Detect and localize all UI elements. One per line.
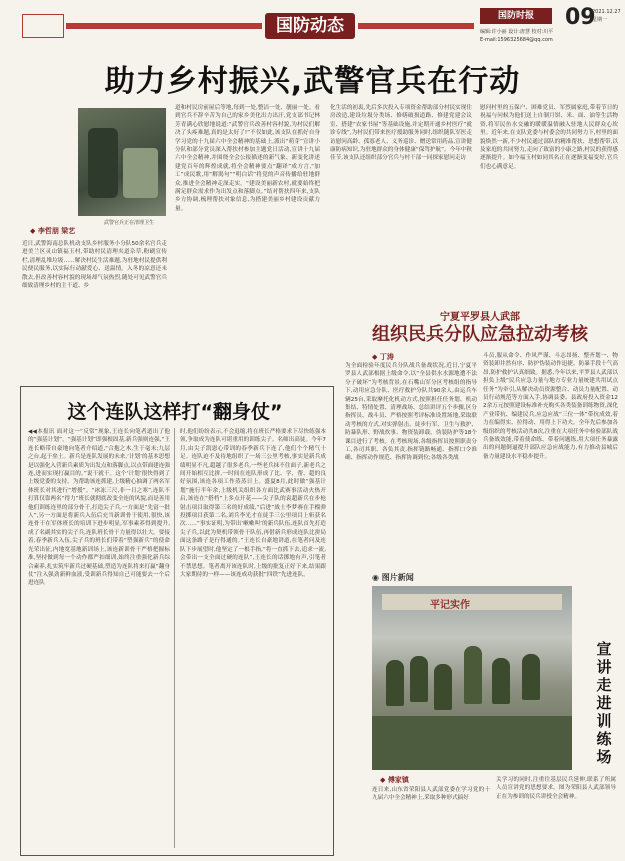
second-col-1: 为全面检验年度民兵分队战兵备战状况,近日,宁夏平罗县人武部根据上级命令,以“全县供水水源地遭不法分子破坏”为考核背景,在石嘴山军分区考核组的指导下,动用应急分队、医疗救护分队共90余人,由运兵车辆25台,采取摩托化机动方式,按照担任任务划、机动集结、特情处置、清理战场、总结讲评五个步骤,区分指挥员、战斗员、严格按照考评标准设置场地,采取联动考核的方式,对实弹射击、徒步行军、卫生与救护、防暴队形、野战炊事、物资装卸载、伪装防护等18个课目进行了考核。在考核现场,各级指挥员按照职责分工,各司其职、各负其责,指挥链路畅通、指挥口令准确、指挥动作规范、指挥协调到位;各级各类战 [345, 363, 477, 462]
box-col-1: ◀◀本报讯 面对这一“反常”现象,王连长向笔者道出了他的“强基计划”。“强基计划”即强根固基,新兵强则连强,“王连长略带自豪地向笔者介绍道,“合抱之木,生于毫末;九层之台,起于垒土。新兵是连队发展的未来,‘计划’的基本思想是以强化入营新兵素质为出发点和落脚点,以点带面建连强连,进而实现打赢目的。”说干就干。这个‘计划’很快得到了上级党委的支持。为帮助该连抓建,上级精心抽调了两名军体班长对其进行“增援”。“冰冻三尺,非一日之寒”,连队不打算仅靠两名“得力”班长就彻底改变全连的风貌,而是善用他们训练连里的部分骨干,打造尖子兵,一方面是“先富一批人”,另一方面是将新兵入伍后充当新训骨干使用,很快,该连骨干在军体班长的培训下进步明显,军事素养得到提升,成了名副其实的尖子兵,连队班长骨干力量得以壮大。要接着,春季新兵入伍,尖子兵的班长们带着“塑强新兵”的使命光荣出征,内地宽基地新训场上,该连新训骨干严格把握标准,坚持做到每一个动作都严扣细训,始终注重强化新兵综合素养,扎实筑牢新兵过硬基础,塑造为连队将来打赢“翻身仗”注入强劲新鲜血液,受训新兵得知自己可能要去一个后进连队 [28, 429, 170, 587]
issue-weekday: 星期一 [592, 17, 608, 23]
box-divider [174, 428, 175, 848]
lead-col-2: 道和村民房前屋后等地,每到一处,整洁一处、靓丽一处。看到官兵不辞辛苦为自己的家乡美化出力出汗,党支部书记林芳青满心欣慰地说道:“武警官兵改善村容村貌,为村民们解决了头疼难题,真的是太好了!”不仅如此,该支队在抓好自身学习党的十九届六中全会精神的基础上,派出“萌芽”宣讲小分队和部分党员深入帮扶村参加主题党日活动,宣讲十九届六中全会精神,并围绕全会公报描述的新气象、新变化讲述建党百年的辉煌成就,将全会精神要点“翻译”成方言,“加工”成民歌,用“解渴句”“明白话”将党的声音传播给驻地群众,推进全会精神走深走实。“建设美丽新农村,就要始终把满足群众需求作为出发点和落脚点。”结对帮扶四年来,支队乡方协调,梳理帮扶对象信息,为搭建美丽乡村建设贡献力量。 [175, 105, 320, 212]
photo-banner-text: 平记实作 [430, 600, 470, 611]
box-col-2: 时,他们纷纷表示,不会退缩,将在班长严格要求下尽快练强本领,争取成为连队可堪重用的训练尖子。名师出高徒。今年7月,由尖子凯恩心带训的春季新兵下连了,他们个个精气十足。连队迫不及待地组织了一场三公里考核,事实是新兵成绩明显不凡,超越了很多老兵,一些老兵抹不住面子,新老兵之间开始相互比拼,一时间在连队形成了比、学、帮、超的良好氛围,该连各项工作蒸蒸日上。盛夏8月,此时做“强基计划”施行半年余,上级机关组织各方面比武赛事活动火热开启,该连在“搭档”上多点开花——尖子队的袁超新兵在步枪射击项目取得第三名的好成绩,“后进”战士李梦赛在手榴弹投掷项目获第二名,刘兵李光才在徒手三公里项目上斩获名次……“事实证明,为带出‘嗽嗽叫’的新兵队伍,连队首先打造尖子兵,以此为契机带领骨干队伍,再借新兵形成连队比拼局面这条路子是行得通的。”王连长自豪地讲道,在笔者问及连队下步展望时,他坚定了一根手指,“将一直抓下去,追求一流,会带出一支全面过硬的连队”,王连长的话掷地有声,引笔者不禁思想。笔者离开该连队时,上级的批复正好下来,结果跟大家期待的一样——该连成功获批“四铁”先进连队。 [180, 429, 326, 578]
lead-col-3: 化生活的初衷,先后多次投入专项资金帮助部分村民实现住房改造,建设垃圾分类场、修缮破损道路、修建党建会议室、搭建“农家书屋”等基础设施,并定期开通乡村医疗“就诊专线”,为村民们带来医疗援助服务同时,组织随队军医走访慰问高龄、孤寡老人、义务巡诊、赠送常用药品,宣讲健康防病知识,为驻地群众的身体健康“保驾护航”。今年中秋佳节,该支队还组织部分官兵与村干部一同探家慰问走访 [330, 105, 472, 162]
photo-news-label [372, 572, 414, 583]
photo-ground [372, 716, 572, 770]
email-line: E-mail:1596325684@qq.com [480, 37, 553, 43]
header-ribbon-right [358, 23, 474, 29]
brand-logo: 国防时报 [480, 8, 552, 24]
lead-headline: 助力乡村振兴,武警官兵在行动 [104, 64, 521, 99]
photo-news-image [372, 586, 572, 770]
section-tag: 国防动态 [265, 13, 355, 39]
page-number: 09 [565, 5, 596, 30]
photo-news-label-text: 图片新闻 [381, 573, 414, 582]
photo-news-caption-2: 关学习的同时,注重往基层民兵延伸,联系了所属人员宣讲党的思想要求。图为荣阳县人武部领导正在为参训的民兵讲授全会精神。 [496, 777, 616, 800]
box-headline: 这个连队这样打“翻身仗” [67, 401, 283, 423]
photo-news-byline: ◆ 傅家镇 [380, 776, 409, 784]
photo-person-4 [464, 646, 482, 704]
photo-person-3 [434, 664, 452, 710]
camera-icon: ◉ [372, 573, 382, 582]
lead-col-4: 慰问村里的五保户、困难党员、军烈属家庭,带着节日的祝福与问候为他们送上自制月饼、米、面、油等生活物资,将军民鱼水交融的暖暖温情融入驻地人民群众心坎里。近年来,在支队党委与村委会的共同努力下,村里的面貌焕然一新,不少村民通过部队的精准帮扶、思想帮带,以及家庭的共同努力,走向了致富的小康之路,村民的获得感逐渐提升。如今福玉村如同其名正在逐渐变福变好,官兵们也心满意足。 [480, 105, 618, 170]
photo-person-1 [386, 660, 404, 706]
second-col-2: 斗员,服从命令、作风严谨、斗志昂扬、整齐划一、物资装卸井然有序、防护伪装动作迅捷、防暴手段十气高昂,防护救护认真细致。据悉,今年以来,平罗县人武部以担负上级“民兵应急力量与地方专业力量统建共用试点任务”为牵引,从解决动员资源整合、动员力量配置、动员行动规范等方面入手,协调县委、县政府投入资金122余万元按照建设标准补充购买各类装备训练物资,深化产业带抗、编建民兵,应急应战“三位一体”带抗成效,着力在编得实、拉得动、用得上下功夫。全年先后参加各级组织的考核活动共8次,注重在大项任务中检验部队战兵备战效能,带着使命练、带着问题练,用大项任务暴露出的问题倒逼提升部队应急应战能力,有力推动县城后备力量建设水平稳步提升。 [483, 353, 618, 460]
lead-col-1: 近日,武警海南总队机动支队乡村服务小分队50余名官兵走进美兰区灵山镇福玉村,带助村民清理夹道杂草,粉刷宣传栏,清理乱堆垃圾……解决村民生活难题,为驻地村民提供利民便民服务,以实际行动献爱心、送温情。入冬的凉意还未散去,但改善村容村貌的现场却气氛热烈,随处可见武警官兵细致清理乡村的主干道、乡 [22, 241, 167, 290]
photo-banner [382, 594, 562, 610]
second-byline: ◆ 丁涛 [372, 353, 394, 361]
editors-line: 编辑:许小丽 设计:唐慧 校对:川平 [480, 29, 554, 35]
second-kicker: 宁夏平罗县人武部 [440, 312, 520, 323]
lead-photo [78, 108, 166, 216]
lead-byline: ◆ 李哲朋 梁艺 [30, 227, 76, 235]
photo-news-caption-1: 连日来,山东省荣阳县人武部党委在学习党的十九届六中全会精神上,采取多种形式搞好 [372, 787, 490, 802]
photo-figure [88, 128, 118, 198]
second-headline: 组织民兵分队应急拉动考核 [372, 324, 588, 345]
photo-person-6 [522, 654, 540, 700]
lead-photo-caption: 武警官兵正在清理卫生 [104, 220, 155, 226]
header-ribbon-left [66, 23, 262, 29]
photo-cart [123, 148, 158, 198]
photo-news-vertical-title: 宣讲走进训练场 [596, 640, 612, 766]
issue-date: 2021.12.27 [592, 9, 621, 15]
photo-person-2 [410, 656, 428, 702]
header-deco-left [22, 14, 64, 38]
photo-person-5 [492, 658, 510, 704]
